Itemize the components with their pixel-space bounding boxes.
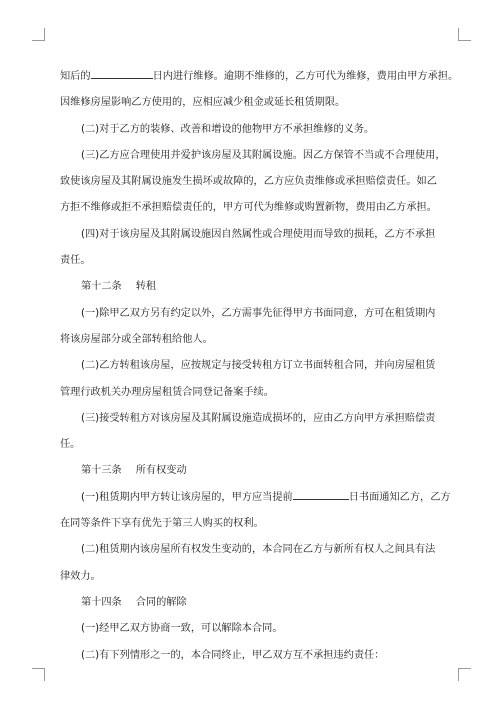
clause-item xyxy=(60,485,451,511)
article-heading xyxy=(60,274,444,300)
clause-item: (四)对于该房屋及其附属设施因自然属性或合理使用而导致的损耗，乙方不承担 xyxy=(81,228,436,240)
article-title: 合同的解除 xyxy=(135,596,187,608)
text-line: 律效力。 xyxy=(60,570,101,582)
fill-in-blank xyxy=(293,490,349,500)
text-line: 任。 xyxy=(60,439,81,451)
text-segment: 日书面通知乙方，乙方 xyxy=(348,491,451,503)
text-segment: 知后的 xyxy=(60,71,91,82)
clause-item: (二)有下列情形之一的，本合同终止，甲乙双方互不承担违约责任： xyxy=(81,649,385,661)
clause-item: (二)对于乙方的装修、改善和增设的他物甲方不承担维修的义务。 xyxy=(81,123,375,135)
clause-item: (三)乙方应合理使用并爱护该房屋及其附属设施。因乙方保管不当或不合理使用， xyxy=(81,149,446,161)
document-body xyxy=(60,64,459,669)
fill-in-blank xyxy=(91,69,153,79)
article-title: 转租 xyxy=(135,281,157,293)
article-number: 第十四条 xyxy=(81,596,122,608)
article-heading xyxy=(60,590,444,616)
crop-mark-top-right xyxy=(458,28,471,41)
text-line: 管理行政机关办理房屋租赁合同登记备案手续。 xyxy=(60,386,274,398)
article-number: 第十三条 xyxy=(81,465,122,477)
article-heading xyxy=(60,458,444,484)
crop-mark-bottom-left xyxy=(32,668,45,681)
crop-mark-bottom-right xyxy=(458,668,471,681)
text-line: 责任。 xyxy=(60,255,91,267)
text-line: 在同等条件下享有优先于第三人购买的权利。 xyxy=(60,518,264,530)
text-line: 致使该房屋及其附属设施发生损坏或故障的，乙方应负责维修或承担赔偿责任。如乙 xyxy=(60,176,437,188)
article-number: 第十二条 xyxy=(81,281,122,293)
text-line: 方拒不维修或拒不承担赔偿责任的，甲方可代为维修或购置新物，费用由乙方承担。 xyxy=(60,202,437,214)
crop-mark-top-left xyxy=(32,28,45,41)
clause-item: (二)租赁期内该房屋所有权发生变动的，本合同在乙方与新所有权人之间具有法 xyxy=(81,544,436,556)
text-line xyxy=(60,64,459,90)
clause-item: (一)除甲乙双方另有约定以外，乙方需事先征得甲方书面同意，方可在租赁期内 xyxy=(81,307,436,319)
text-segment: (一)租赁期内甲方转让该房屋的，甲方应当提前 xyxy=(81,491,293,503)
clause-item: (一)经甲乙双方协商一致，可以解除本合同。 xyxy=(81,623,283,635)
text-segment: 日内进行维修。逾期不维修的，乙方可代为维修，费用由甲方承担。 xyxy=(152,71,459,82)
article-title: 所有权变动 xyxy=(135,465,187,477)
text-line: 因维修房屋影响乙方使用的，应相应减少租金或延长租赁期限。 xyxy=(60,97,346,109)
clause-item: (二)乙方转租该房屋，应按规定与接受转租方订立书面转租合同，并向房屋租赁 xyxy=(81,360,436,372)
text-line: 将该房屋部分或全部转租给他人。 xyxy=(60,333,213,345)
clause-item: (三)接受转租方对该房屋及其附属设施造成损坏的，应由乙方向甲方承担赔偿责 xyxy=(81,412,436,424)
